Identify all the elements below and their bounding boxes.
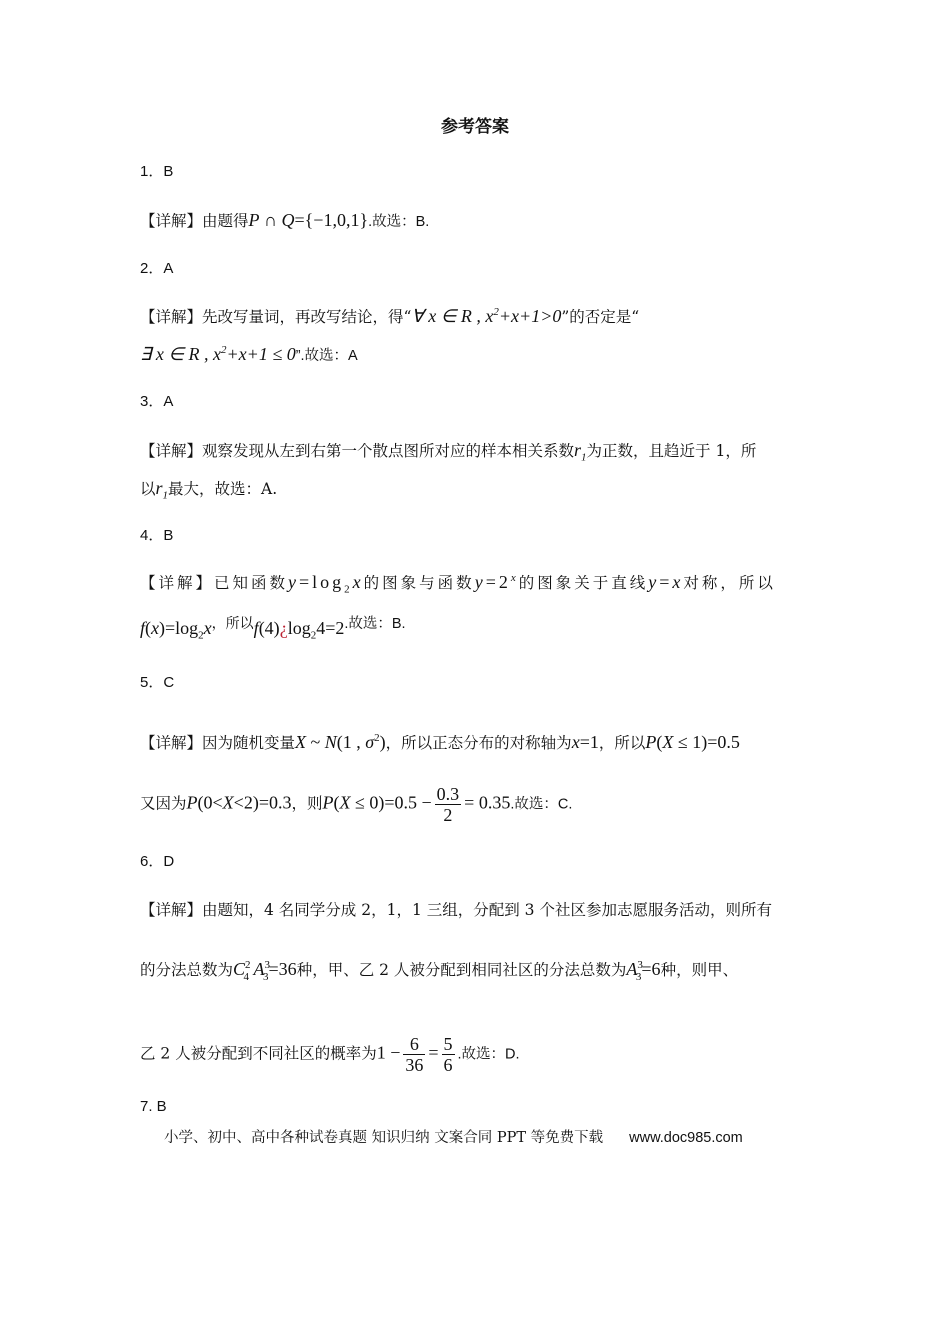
q6-frac1-den: 36 <box>405 1055 424 1075</box>
q6-line2-f2: $A^3_3=6$ <box>626 959 661 983</box>
q5-detail-line1 <box>140 730 740 755</box>
q4-detail-line2 <box>140 612 406 641</box>
q3-r-var-2: $r_1$ <box>155 478 169 502</box>
q3-detail-line1 <box>140 438 756 463</box>
q2-line2-suffix: ”.故选：A <box>295 348 358 364</box>
q2-line1-suffix: ”的否定是“ <box>561 308 640 326</box>
footer-text: 小学、初中、高中各种试卷真题 知识归纳 文案合同 PPT 等免费下载 <box>164 1130 604 1146</box>
q6-line3-f1: 1 − <box>376 1042 401 1063</box>
q6-frac2-den: 6 <box>443 1055 453 1075</box>
q4-line2-suffix: .故选：B. <box>344 616 406 632</box>
q6-line3-eq: = <box>428 1042 439 1063</box>
q4-line1-a: 【详解】已知函数 <box>140 574 289 592</box>
q5-frac-num: 0.3 <box>436 784 460 804</box>
q4-line2-f1: $f(x)=\log_2x$ <box>140 618 212 642</box>
q4-line2-glyph: ¿ <box>279 618 288 638</box>
q6-fraction-1 <box>403 1034 425 1075</box>
q1-detail: 【详解】由题得P ∩ Q={−1,0,1}.故选：B. <box>140 210 430 230</box>
q2-line1-formula: ∀ x ∈ R , $x^2+x+1>0$ <box>411 306 562 326</box>
q6-line3-suffix: .故选：D. <box>457 1046 520 1063</box>
q1-suffix: .故选：B. <box>368 214 430 230</box>
q4-line2-f2: f(4) <box>253 618 280 638</box>
q1-answer: 1．B <box>140 163 174 180</box>
q6-detail-line1: 【详解】由题知，4 名同学分成 2，1，1 三组，分配到 3 个社区参加志愿服务活动，则所有 <box>140 901 772 919</box>
q2-detail-line1 <box>140 304 639 329</box>
q4-line1-f1: $y=\log_2x$ <box>288 572 364 596</box>
q2-line1-prefix: 【详解】先改写量词，再改写结论，得“ <box>140 308 412 326</box>
q5-frac-den: 2 <box>443 805 453 825</box>
q4-line2-a: ，所以 <box>211 616 254 632</box>
q1-formula: P <box>248 210 260 230</box>
q6-line3-a: 乙 2 人被分配到不同社区的概率为 <box>140 1044 377 1063</box>
q5-fraction <box>435 784 462 825</box>
q4-line1-f3: y=x <box>648 572 684 592</box>
q3-line1-prefix: 【详解】观察发现从左到右第一个散点图所对应的样本相关系数 <box>140 442 575 460</box>
q4-line1-f2: $y=2^x$ <box>474 572 519 592</box>
q6-line2-a: 的分法总数为 <box>140 961 234 979</box>
q3-answer: 3．A <box>140 393 174 410</box>
q5-line2-suffix: .故选：C. <box>510 796 573 813</box>
q5-line1-f1: X ~ N(1 , $\sigma^2$) <box>295 732 386 752</box>
q3-line1-suffix: 为正数，且趋近于 1，所 <box>586 442 757 460</box>
footer-url[interactable]: www.doc985.com <box>629 1130 743 1146</box>
q6-detail-line2 <box>140 957 738 982</box>
q6-fraction-2 <box>442 1034 455 1075</box>
q4-line1-d: 对称，所以 <box>683 574 776 592</box>
page-footer <box>164 1126 743 1147</box>
page-title: 参考答案 <box>441 117 509 137</box>
q5-detail-line2 <box>140 784 572 825</box>
q6-frac1-num: 6 <box>403 1034 425 1055</box>
q4-line2-f2b: $\log_24=2$ <box>287 618 345 642</box>
q5-line2-a: 又因为 <box>140 794 187 813</box>
q6-line2-f1: $C^2_4$ $A^3_3=36$ <box>233 959 297 983</box>
q4-detail-line1 <box>140 570 776 595</box>
q5-line1-c: ，所以 <box>598 734 646 752</box>
q6-line2-b: 种，甲、乙 2 人被分配到相同社区的分法总数为 <box>296 961 627 979</box>
q5-line1-b: ，所以正态分布的对称轴为 <box>385 734 572 752</box>
q6-answer: 6．D <box>140 853 175 870</box>
q4-answer: 4．B <box>140 527 174 544</box>
q5-line2-b: ，则 <box>291 794 323 813</box>
q5-line1-f3: P(X ≤ 1)=0.5 <box>645 732 740 752</box>
q5-line1-f2: x=1 <box>571 732 599 752</box>
q4-line1-b: 的图象与函数 <box>363 574 475 592</box>
q3-line2-suffix: 最大，故选：A. <box>168 480 278 498</box>
q3-detail-line2 <box>140 476 277 501</box>
q3-r-var: $r_1$ <box>574 440 587 464</box>
q5-line2-f1: P(0<X<2)=0.3 <box>186 792 292 813</box>
q5-answer: 5．C <box>140 674 175 691</box>
q6-frac2-num: 5 <box>443 1034 453 1054</box>
q5-line1-a: 【详解】因为随机变量 <box>140 734 296 752</box>
q2-answer: 2．A <box>140 260 174 277</box>
q2-detail-line2 <box>140 342 358 368</box>
q7-answer: 7. B <box>140 1098 167 1115</box>
q4-line1-c: 的图象关于直线 <box>518 574 649 592</box>
q5-line2-f3: = 0.35 <box>464 792 511 813</box>
q5-line2-f2: P(X ≤ 0)=0.5 − <box>322 792 432 813</box>
q2-line2-formula: ∃ x ∈ R , $x^2+x+1 \le 0$ <box>140 344 296 364</box>
q3-line2-prefix: 以 <box>140 480 156 498</box>
q6-detail-line3 <box>140 1034 520 1075</box>
q6-line2-c: 种，则甲、 <box>660 961 739 979</box>
q1-detail-prefix: 【详解】由题得 <box>140 212 249 230</box>
